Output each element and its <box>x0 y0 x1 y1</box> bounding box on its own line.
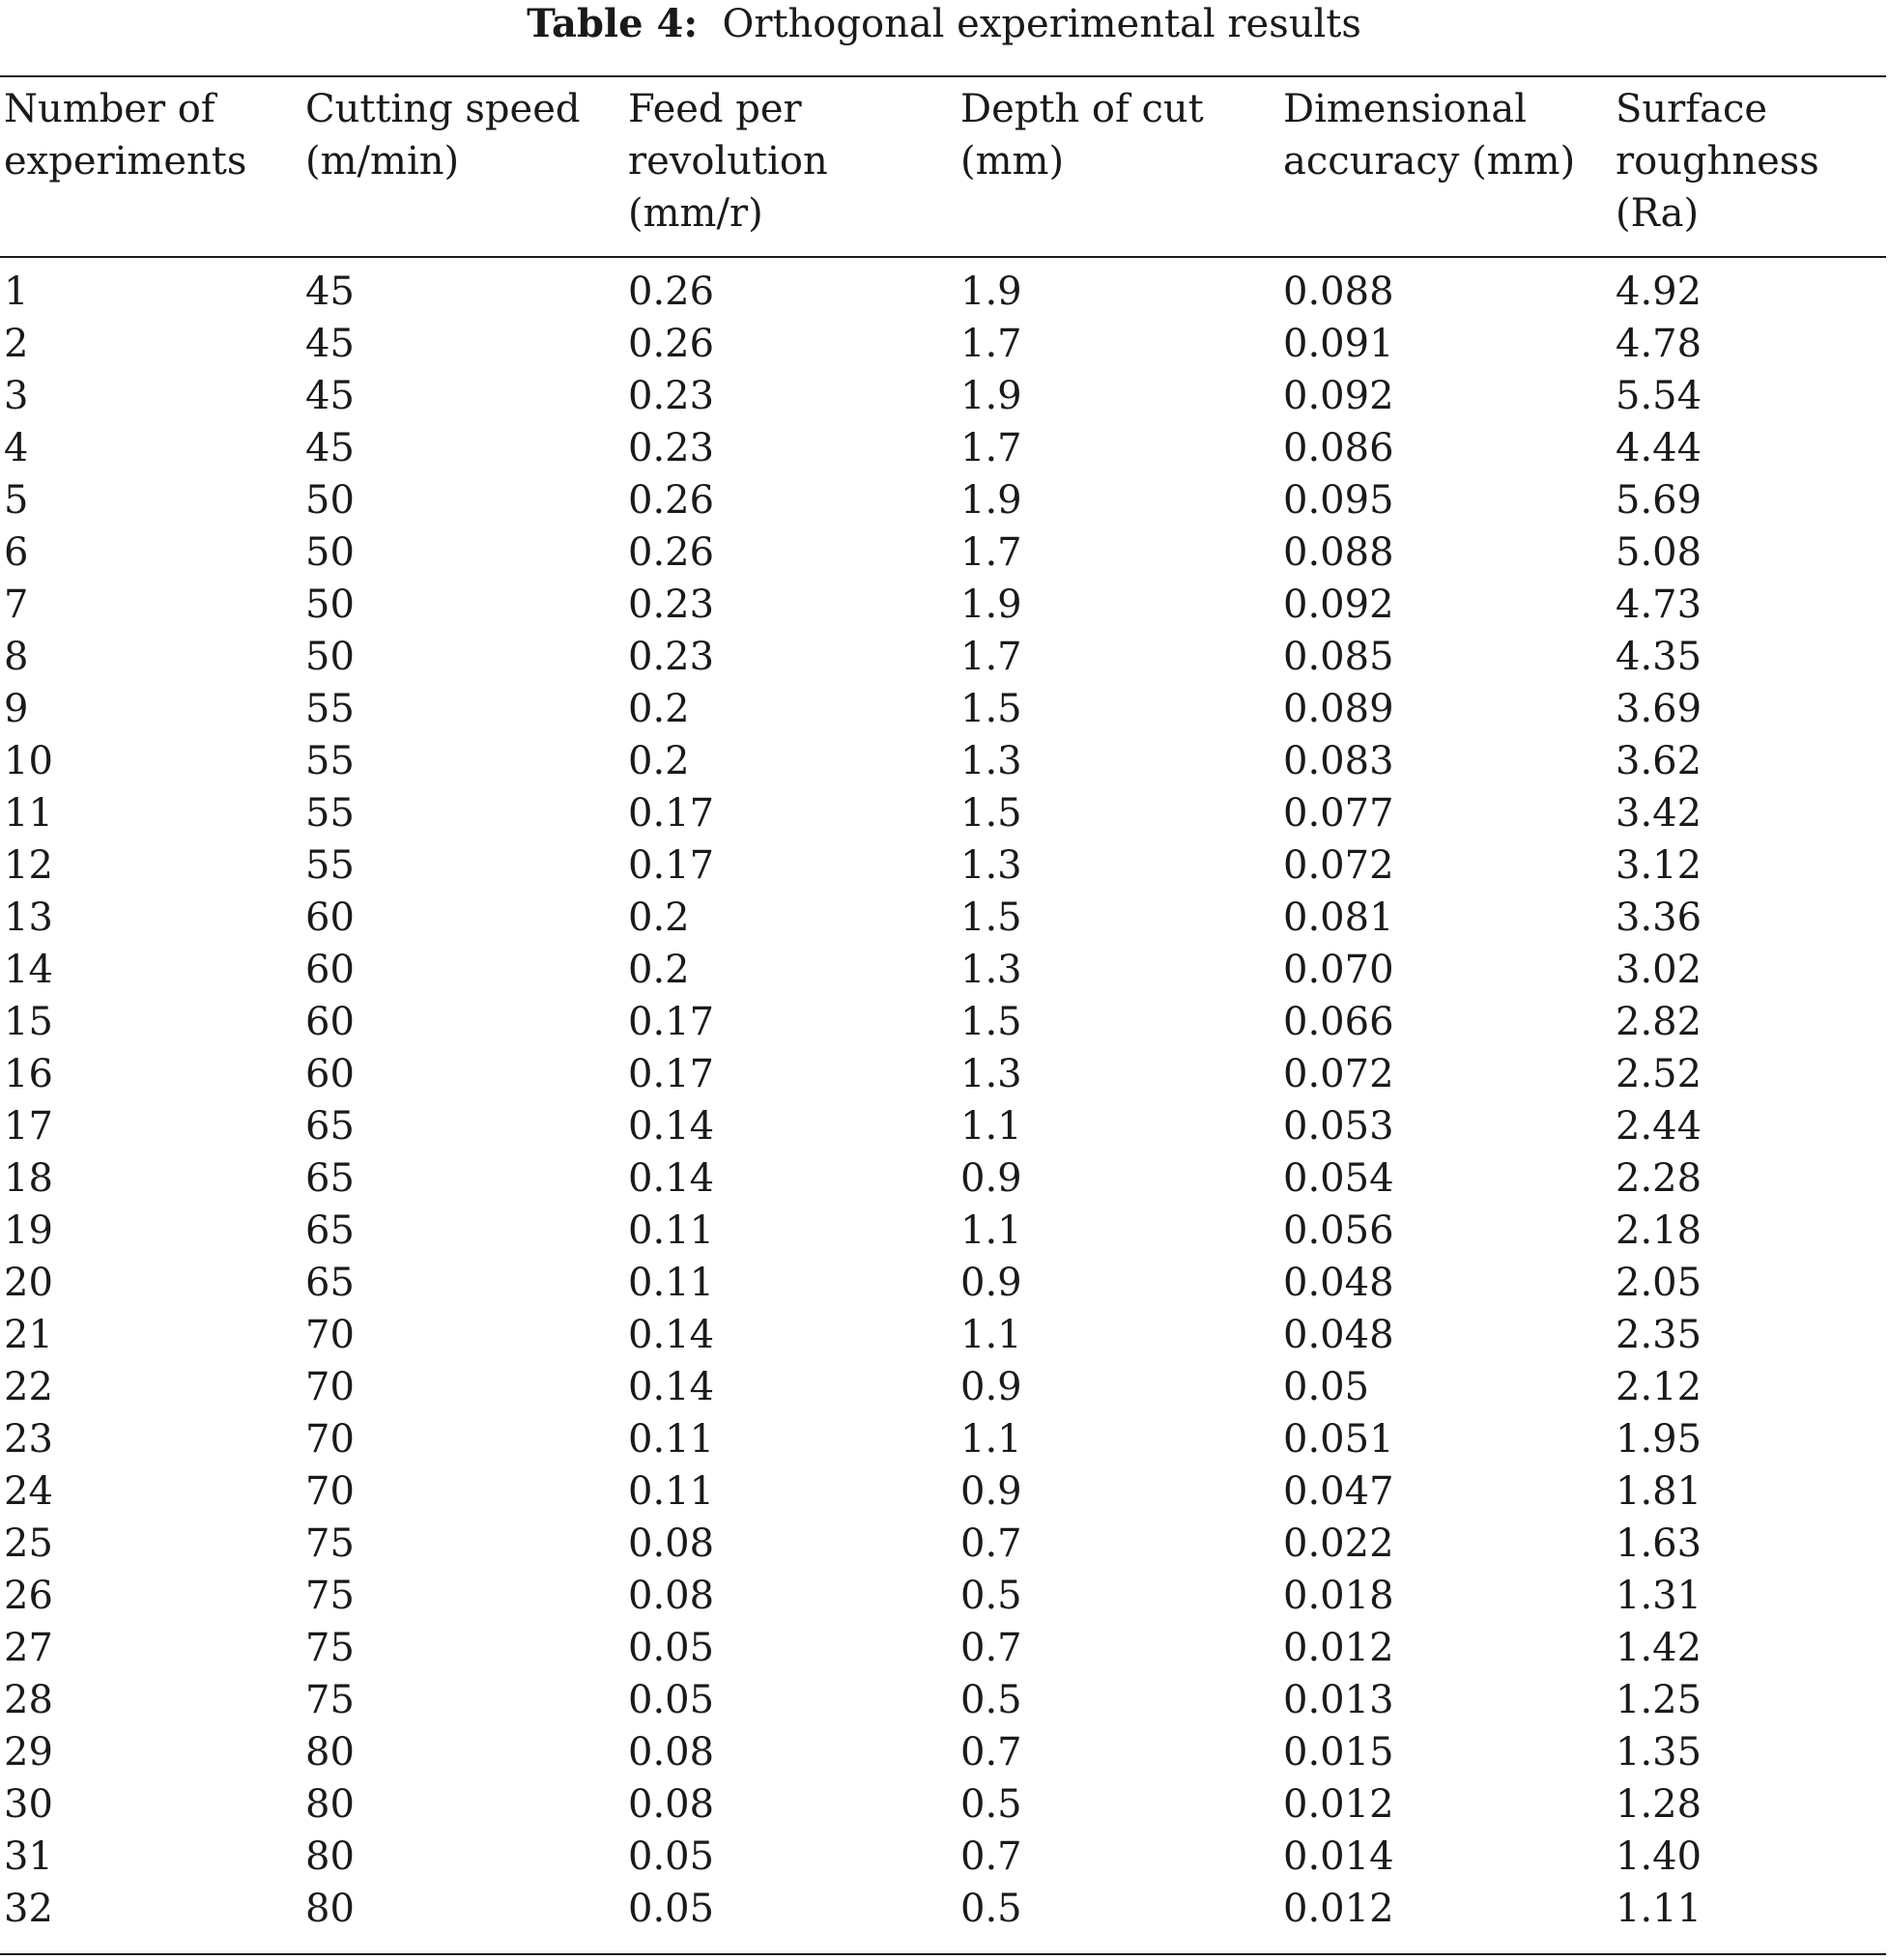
table-cell: 0.08 <box>628 1730 715 1775</box>
table-cell: 0.056 <box>1283 1208 1394 1253</box>
table-cell: 0.2 <box>628 739 690 783</box>
header-line: Feed per <box>628 87 802 131</box>
table-cell: 80 <box>305 1730 355 1775</box>
table-row <box>0 1831 1886 1883</box>
table-cell: 0.05 <box>628 1626 715 1670</box>
table-row <box>0 1726 1886 1778</box>
table-cell: 24 <box>4 1469 53 1514</box>
table-cell: 0.26 <box>628 270 715 314</box>
table-row <box>0 1413 1886 1465</box>
table-cell: 0.2 <box>628 687 690 731</box>
table-cell: 1.5 <box>960 687 1022 731</box>
table-cell: 1.1 <box>960 1104 1022 1149</box>
table-row <box>0 579 1886 631</box>
table-cell: 1.7 <box>960 635 1022 679</box>
table-cell: 2.28 <box>1616 1156 1702 1201</box>
table-row <box>0 1518 1886 1570</box>
table-row <box>0 944 1886 996</box>
table-row <box>0 1309 1886 1361</box>
header-line: (Ra) <box>1616 191 1700 236</box>
table-cell: 0.08 <box>628 1574 715 1618</box>
header-line: revolution <box>628 139 828 184</box>
table-cell: 2.35 <box>1616 1313 1702 1357</box>
table-cell: 3.62 <box>1616 739 1702 783</box>
table-cell: 21 <box>4 1313 53 1357</box>
table-cell: 17 <box>4 1104 53 1149</box>
table-cell: 10 <box>4 739 53 783</box>
table-cell: 0.23 <box>628 635 715 679</box>
header-surface-roughness <box>1612 79 1886 252</box>
table-cell: 0.17 <box>628 1052 715 1096</box>
table-cell: 0.5 <box>960 1782 1022 1827</box>
table-cell: 65 <box>305 1208 355 1253</box>
table-row <box>0 839 1886 892</box>
table-cell: 70 <box>305 1365 355 1409</box>
table-cell: 80 <box>305 1887 355 1931</box>
table-cell: 0.14 <box>628 1313 715 1357</box>
table-cell: 3.69 <box>1616 687 1702 731</box>
table-cell: 3 <box>4 374 29 418</box>
table-cell: 65 <box>305 1261 355 1305</box>
table-cell: 1.1 <box>960 1417 1022 1462</box>
table-cell: 0.05 <box>1283 1365 1370 1409</box>
table-cell: 1.42 <box>1616 1626 1702 1670</box>
table-cell: 60 <box>305 948 355 992</box>
table-cell: 1.9 <box>960 374 1022 418</box>
table-cell: 0.092 <box>1283 374 1394 418</box>
table-cell: 19 <box>4 1208 53 1253</box>
header-line: (mm/r) <box>628 191 763 236</box>
table-cell: 0.7 <box>960 1834 1022 1879</box>
table-cell: 0.012 <box>1283 1887 1394 1931</box>
table-cell: 0.7 <box>960 1626 1022 1670</box>
results-table <box>0 79 1886 1935</box>
table-cell: 4.35 <box>1616 635 1702 679</box>
table-cell: 65 <box>305 1104 355 1149</box>
table-cell: 60 <box>305 895 355 940</box>
table-cell: 12 <box>4 843 53 888</box>
table-row <box>0 1570 1886 1622</box>
table-cell: 5 <box>4 478 29 523</box>
table-cell: 3.02 <box>1616 948 1702 992</box>
table-cell: 1.1 <box>960 1313 1022 1357</box>
table-cell: 0.014 <box>1283 1834 1394 1879</box>
table-cell: 7 <box>4 582 29 627</box>
spacer-cell <box>957 252 1279 266</box>
header-feed-per-revolution <box>624 79 957 252</box>
table-cell: 3.36 <box>1616 895 1702 940</box>
table-row <box>0 1778 1886 1831</box>
header-line: Surface <box>1616 87 1768 131</box>
table-header <box>0 79 1886 252</box>
table-cell: 5.54 <box>1616 374 1702 418</box>
table-cell: 1.9 <box>960 270 1022 314</box>
table-cell: 0.066 <box>1283 1000 1394 1044</box>
table-cell: 60 <box>305 1000 355 1044</box>
table-cell: 0.9 <box>960 1365 1022 1409</box>
table-cell: 1.3 <box>960 948 1022 992</box>
table-cell: 9 <box>4 687 29 731</box>
table-cell: 0.05 <box>628 1678 715 1722</box>
table-cell: 0.053 <box>1283 1104 1394 1149</box>
header-line: experiments <box>4 139 247 184</box>
table-row <box>0 526 1886 579</box>
header-line: (m/min) <box>305 139 460 184</box>
table-cell: 0.077 <box>1283 791 1394 836</box>
table-cell: 0.26 <box>628 530 715 575</box>
table-cell: 3.42 <box>1616 791 1702 836</box>
table-cell: 55 <box>305 843 355 888</box>
table-cell: 0.7 <box>960 1730 1022 1775</box>
table-row <box>0 996 1886 1048</box>
table-cell: 1.9 <box>960 582 1022 627</box>
table-cell: 0.089 <box>1283 687 1394 731</box>
table-cell: 0.26 <box>628 322 715 366</box>
table-cell: 0.05 <box>628 1834 715 1879</box>
table-row <box>0 370 1886 422</box>
table-row <box>0 1465 1886 1518</box>
header-row <box>0 79 1886 252</box>
header-number-of-experiments <box>0 79 301 252</box>
header-dimensional-accuracy <box>1279 79 1612 252</box>
table-cell: 75 <box>305 1626 355 1670</box>
table-row <box>0 631 1886 683</box>
table-cell: 0.08 <box>628 1521 715 1566</box>
table-row <box>0 1205 1886 1257</box>
table-cell: 4 <box>4 426 29 470</box>
table-cell: 26 <box>4 1574 53 1618</box>
table-cell: 70 <box>305 1313 355 1357</box>
table-row <box>0 1100 1886 1152</box>
table-cell: 5.08 <box>1616 530 1702 575</box>
table-cell: 2.82 <box>1616 1000 1702 1044</box>
table-row <box>0 1048 1886 1100</box>
table-cell: 1.95 <box>1616 1417 1702 1462</box>
table-cell: 0.5 <box>960 1574 1022 1618</box>
table-cell: 0.018 <box>1283 1574 1394 1618</box>
header-line: accuracy (mm) <box>1283 139 1576 184</box>
table-cell: 2.12 <box>1616 1365 1702 1409</box>
table-cell: 1.5 <box>960 1000 1022 1044</box>
table-cell: 2.05 <box>1616 1261 1702 1305</box>
table-cell: 6 <box>4 530 29 575</box>
table-cell: 0.9 <box>960 1261 1022 1305</box>
table-cell: 0.081 <box>1283 895 1394 940</box>
table-cell: 0.095 <box>1283 478 1394 523</box>
table-cell: 1.3 <box>960 1052 1022 1096</box>
spacer-cell <box>1612 252 1886 266</box>
table-cell: 4.92 <box>1616 270 1702 314</box>
table-body <box>0 252 1886 1935</box>
table-cell: 1 <box>4 270 29 314</box>
table-cell: 4.44 <box>1616 426 1702 470</box>
table-cell: 2.44 <box>1616 1104 1702 1149</box>
table-cell: 70 <box>305 1417 355 1462</box>
table-caption-label: Table 4: <box>527 1 699 46</box>
table-cell: 0.11 <box>628 1469 715 1514</box>
table-cell: 0.051 <box>1283 1417 1394 1462</box>
table-cell: 1.7 <box>960 426 1022 470</box>
table-cell: 0.5 <box>960 1887 1022 1931</box>
table-cell: 3.12 <box>1616 843 1702 888</box>
table-cell: 45 <box>305 426 355 470</box>
table-cell: 29 <box>4 1730 53 1775</box>
table-cell: 0.11 <box>628 1208 715 1253</box>
table-top-rule <box>0 75 1886 77</box>
table-cell: 20 <box>4 1261 53 1305</box>
table-cell: 1.35 <box>1616 1730 1702 1775</box>
header-line: Dimensional <box>1283 87 1528 131</box>
table-cell: 55 <box>305 687 355 731</box>
table-cell: 55 <box>305 739 355 783</box>
table-cell: 32 <box>4 1887 53 1931</box>
table-cell: 1.1 <box>960 1208 1022 1253</box>
table-cell: 0.23 <box>628 582 715 627</box>
table-row <box>0 892 1886 944</box>
table-spacer-row <box>0 252 1886 266</box>
header-line: Cutting speed <box>305 87 581 131</box>
table-row <box>0 1674 1886 1726</box>
table-row <box>0 735 1886 787</box>
table-cell: 45 <box>305 270 355 314</box>
table-cell: 14 <box>4 948 53 992</box>
spacer-cell <box>1279 252 1612 266</box>
table-cell: 0.2 <box>628 948 690 992</box>
table-cell: 4.73 <box>1616 582 1702 627</box>
header-line: Number of <box>4 87 215 131</box>
table-cell: 11 <box>4 791 53 836</box>
header-depth-of-cut <box>957 79 1279 252</box>
table-row <box>0 787 1886 839</box>
table-cell: 0.083 <box>1283 739 1394 783</box>
table-cell: 2.52 <box>1616 1052 1702 1096</box>
table-cell: 27 <box>4 1626 53 1670</box>
table-cell: 0.013 <box>1283 1678 1394 1722</box>
table-cell: 1.28 <box>1616 1782 1702 1827</box>
table-row <box>0 1622 1886 1674</box>
table-cell: 5.69 <box>1616 478 1702 523</box>
table-row <box>0 1883 1886 1935</box>
table-cell: 50 <box>305 530 355 575</box>
table-cell: 1.3 <box>960 843 1022 888</box>
table-cell: 0.012 <box>1283 1782 1394 1827</box>
table-cell: 1.7 <box>960 530 1022 575</box>
table-caption-title: Orthogonal experimental results <box>722 2 1361 46</box>
table-cell: 1.5 <box>960 895 1022 940</box>
table-cell: 0.14 <box>628 1104 715 1149</box>
table-cell: 0.015 <box>1283 1730 1394 1775</box>
table-cell: 0.048 <box>1283 1261 1394 1305</box>
table-cell: 0.17 <box>628 791 715 836</box>
table-cell: 13 <box>4 895 53 940</box>
table-cell: 65 <box>305 1156 355 1201</box>
table-cell: 1.9 <box>960 478 1022 523</box>
table-cell: 70 <box>305 1469 355 1514</box>
table-cell: 1.25 <box>1616 1678 1702 1722</box>
table-cell: 0.23 <box>628 426 715 470</box>
table-cell: 23 <box>4 1417 53 1462</box>
table-cell: 0.14 <box>628 1156 715 1201</box>
table-cell: 1.3 <box>960 739 1022 783</box>
table-cell: 4.78 <box>1616 322 1702 366</box>
table-cell: 0.7 <box>960 1521 1022 1566</box>
table-cell: 0.048 <box>1283 1313 1394 1357</box>
table-row <box>0 1152 1886 1205</box>
spacer-cell <box>301 252 624 266</box>
table-cell: 30 <box>4 1782 53 1827</box>
table-cell: 0.054 <box>1283 1156 1394 1201</box>
table-cell: 0.072 <box>1283 843 1394 888</box>
table-cell: 0.091 <box>1283 322 1394 366</box>
table-cell: 0.5 <box>960 1678 1022 1722</box>
header-cutting-speed <box>301 79 624 252</box>
table-cell: 0.05 <box>628 1887 715 1931</box>
table-cell: 25 <box>4 1521 53 1566</box>
table-cell: 55 <box>305 791 355 836</box>
header-line: (mm) <box>960 139 1065 184</box>
table-cell: 0.086 <box>1283 426 1394 470</box>
table-cell: 0.072 <box>1283 1052 1394 1096</box>
table-row <box>0 422 1886 474</box>
table-cell: 0.085 <box>1283 635 1394 679</box>
table-row <box>0 474 1886 526</box>
table-cell: 80 <box>305 1782 355 1827</box>
table-cell: 0.11 <box>628 1261 715 1305</box>
table-cell: 75 <box>305 1574 355 1618</box>
spacer-cell <box>624 252 957 266</box>
table-cell: 0.08 <box>628 1782 715 1827</box>
table-cell: 0.9 <box>960 1469 1022 1514</box>
table-cell: 1.40 <box>1616 1834 1702 1879</box>
table-cell: 50 <box>305 478 355 523</box>
table-cell: 22 <box>4 1365 53 1409</box>
table-row <box>0 266 1886 318</box>
table-row <box>0 683 1886 735</box>
table-cell: 0.092 <box>1283 582 1394 627</box>
table-cell: 60 <box>305 1052 355 1096</box>
table-cell: 0.11 <box>628 1417 715 1462</box>
table-cell: 45 <box>305 322 355 366</box>
table-cell: 2 <box>4 322 29 366</box>
table-cell: 80 <box>305 1834 355 1879</box>
header-line: roughness <box>1616 139 1819 184</box>
table-bottom-rule <box>0 1953 1886 1955</box>
table-cell: 0.022 <box>1283 1521 1394 1566</box>
table-cell: 0.17 <box>628 843 715 888</box>
table-cell: 0.012 <box>1283 1626 1394 1670</box>
table-cell: 31 <box>4 1834 53 1879</box>
table-cell: 1.31 <box>1616 1574 1702 1618</box>
table-cell: 75 <box>305 1678 355 1722</box>
table-cell: 15 <box>4 1000 53 1044</box>
spacer-cell <box>0 252 301 266</box>
table-caption <box>0 0 1888 48</box>
table-row <box>0 318 1886 370</box>
header-line: Depth of cut <box>960 87 1204 131</box>
table-cell: 0.23 <box>628 374 715 418</box>
table-cell: 28 <box>4 1678 53 1722</box>
table-row <box>0 1361 1886 1413</box>
table-cell: 1.11 <box>1616 1887 1702 1931</box>
table-cell: 8 <box>4 635 29 679</box>
table-cell: 0.26 <box>628 478 715 523</box>
table-row <box>0 1257 1886 1309</box>
table-cell: 0.9 <box>960 1156 1022 1201</box>
table-cell: 2.18 <box>1616 1208 1702 1253</box>
table-cell: 75 <box>305 1521 355 1566</box>
table-cell: 0.088 <box>1283 270 1394 314</box>
table-cell: 0.070 <box>1283 948 1394 992</box>
table-cell: 0.047 <box>1283 1469 1394 1514</box>
table-cell: 16 <box>4 1052 53 1096</box>
table-cell: 0.088 <box>1283 530 1394 575</box>
table-cell: 0.17 <box>628 1000 715 1044</box>
table-cell: 1.7 <box>960 322 1022 366</box>
table-cell: 18 <box>4 1156 53 1201</box>
table-cell: 45 <box>305 374 355 418</box>
table-cell: 0.14 <box>628 1365 715 1409</box>
table-cell: 1.5 <box>960 791 1022 836</box>
table-cell: 0.2 <box>628 895 690 940</box>
table-cell: 1.81 <box>1616 1469 1702 1514</box>
table-cell: 50 <box>305 582 355 627</box>
table-cell: 50 <box>305 635 355 679</box>
table-cell: 1.63 <box>1616 1521 1702 1566</box>
